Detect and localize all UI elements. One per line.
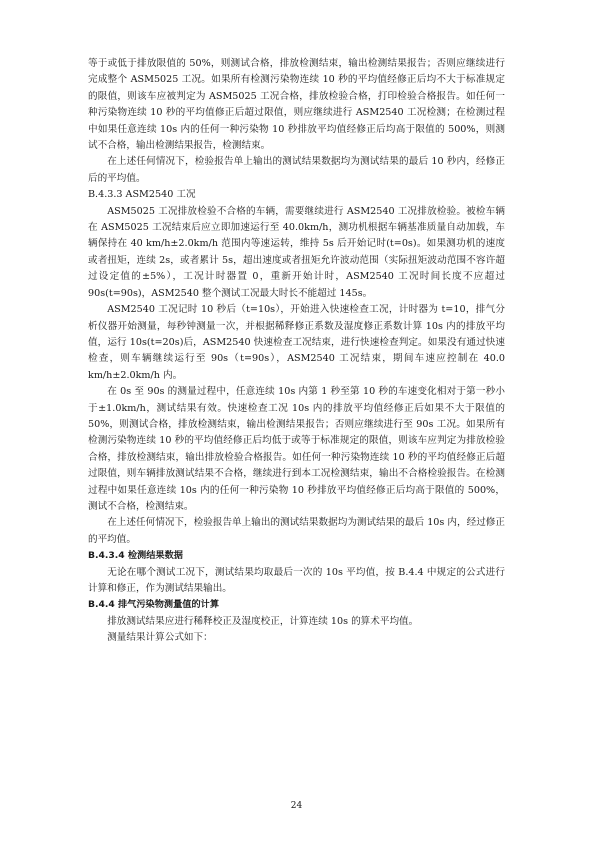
heading-b44: B.4.4 排气污染物测量值的计算 (88, 599, 220, 611)
paragraph-formula-intro: 测量结果计算公式如下： (107, 632, 213, 644)
paragraph-report-note-1: 在上述任何情况下，检验报告单上输出的测试结果数据均为测试结果的最后 10 秒内，经修正后的平均值。 (88, 156, 505, 184)
paragraph-asm5025-result: 等于或低于排放限值的 50%，则测试合格，排放检测结束，输出检测结果报告；否则应继续进行完成整个 ASM5025 工况。如果所有检测污染物连续 10 秒的平均值经修正后均不大于标准规定的限值，则该车应被判定为 ASM5025 工况合格，排放检验合格，打印检验合格报告。如任何一种污染物连续 10 秒的平均值修正后超过限值，则应继续进行 ASM2540 工况检测；在检测过程中如果任意连续 10s 内的任何一种污染物 10 秒排放平均值经修正后均高于限值的 500%，则测试不合格，输出检测结果报告，检测结束。 (88, 58, 505, 152)
paragraph-asm2540-quick-check: ASM2540 工况记时 10 秒后（t=10s），开始进入快速检查工况，计时器为 t=10，排气分析仪器开始测量，每秒钟测量一次，并根据稀释修正系数及湿度修正系数计算 10s 内的排放平均值，运行 10s(t=20s)后，ASM2540 快速检查工况结束，进行快速检查判定。如果没有通过快速检查，则车辆继续运行至 90s（t=90s），ASM2540 工况结束，期间车速应控制在 40.0 km/h±2.0km/h 内。 (88, 304, 505, 381)
paragraph-asm2540-judgement: 在 0s 至 90s 的测量过程中，任意连续 10s 内第 1 秒至第 10 秒的车速变化相对于第一秒小于±1.0km/h，测试结果有效。快速检查工况 10s 内的排放平均值经修正后如果不大于限值的 50%，则测试合格，排放检测结束，输出检测结果报告；否则应继续进行至 90s 工况。如果所有检测污染物连续 10 秒的平均值经修正后均低于或等于标准规定的限值，则该车应判定为排放检验合格，排放检测结束，输出排放检验合格报告。如任何一种污染物连续 10 秒的平均值经修正后超过限值，则车辆排放测试结果不合格，继续进行到本工况检测结束，输出不合格检验报告。在检测过程中如果任意连续 10s 内的任何一种污染物 10 秒排放平均值经修正后均高于限值的 500%，测试不合格，检测结束。 (88, 386, 505, 512)
paragraph-asm2540-intro: ASM5025 工况排放检验不合格的车辆，需要继续进行 ASM2540 工况排放检验。被检车辆在 ASM5025 工况结束后应立即加速运行至 40.0km/h，测功机根据车辆基准质量自动加载，车辆保持在 40 km/h±2.0km/h 范围内等速运转，维持 5s 后开始记时(t=0s)。如果测功机的速度或者扭矩，连续 2s，或者累计 5s，超出速度或者扭矩允许波动范围（实际扭矩波动范围不容许超过设定值的±5%），工况计时器置 0，重新开始计时，ASM2540 工况时间长度不应超过 90s(t=90s)，ASM2540 整个测试工况最大时长不能超过 145s。 (88, 205, 505, 299)
paragraph-result-data: 无论在哪个测试工况下，测试结果均取最后一次的 10s 平均值，按 B.4.4 中规定的公式进行计算和修正，作为测试结果输出。 (88, 566, 505, 594)
paragraph-correction: 排放测试结果应进行稀释校正及湿度校正，计算连续 10s 的算术平均值。 (107, 615, 419, 627)
heading-b434: B.4.3.4 检测结果数据 (88, 550, 183, 562)
page-number: 24 (290, 801, 303, 811)
heading-b433: B.4.3.3 ASM2540 工况 (88, 189, 196, 201)
document-body (88, 56, 505, 647)
paragraph-report-note-2: 在上述任何情况下，检验报告单上输出的测试结果数据均为测试结果的最后 10s 内，经过修正的平均值。 (88, 517, 505, 545)
